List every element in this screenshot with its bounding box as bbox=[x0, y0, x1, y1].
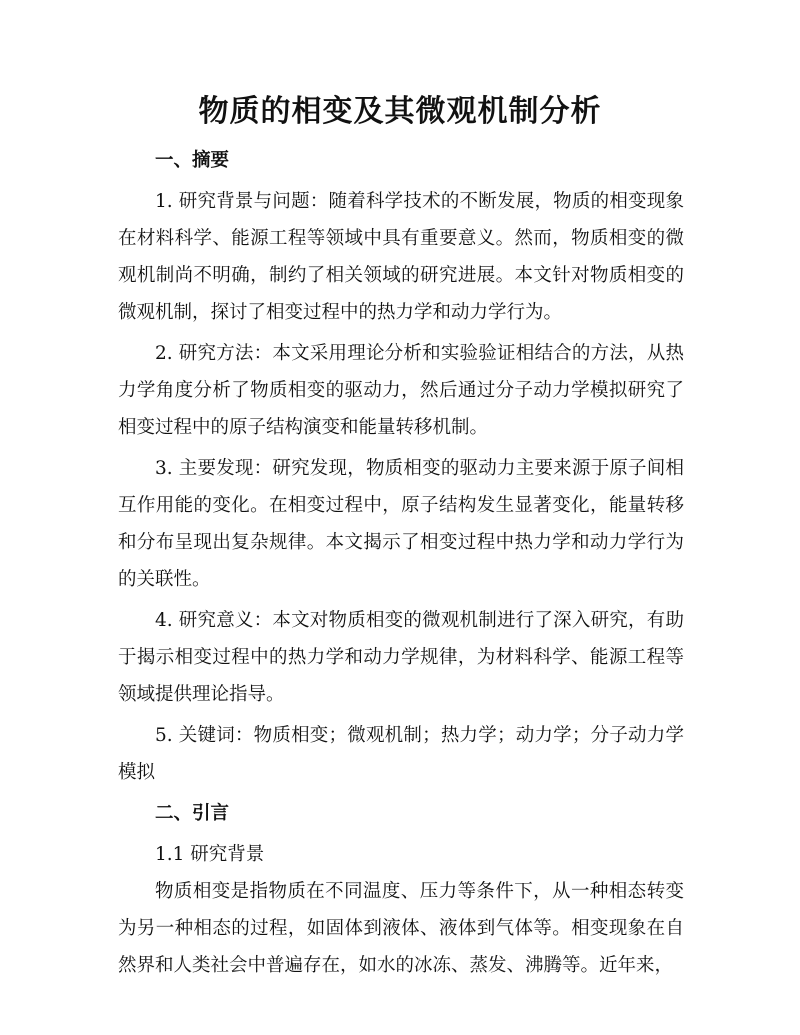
document-body bbox=[118, 142, 684, 988]
abstract-item-significance: 4. 研究意义：本文对物质相变的微观机制进行了深入研究，有助于揭示相变过程中的热力学和动力学规律，为材料科学、能源工程等领域提供理论指导。 bbox=[118, 610, 684, 705]
section-1-1-paragraph: 物质相变是指物质在不同温度、压力等条件下，从一种相态转变为另一种相态的过程，如固体到液体、液体到气体等。相变现象在自然界和人类社会中普遍存在，如水的冰冻、蒸发、沸腾等。近年来， bbox=[118, 881, 684, 976]
section-1-1-heading: 1.1 研究背景 bbox=[155, 844, 265, 865]
abstract-heading: 一、摘要 bbox=[155, 150, 230, 171]
abstract-item-findings: 3. 主要发现：研究发现，物质相变的驱动力主要来源于原子间相互作用能的变化。在相变过程中，原子结构发生显著变化，能量转移和分布呈现出复杂规律。本文揭示了相变过程中热力学和动力学行为的关联性。 bbox=[118, 458, 684, 590]
document-title: 物质的相变及其微观机制分析 bbox=[198, 94, 602, 129]
abstract-item-background: 1. 研究背景与问题：随着科学技术的不断发展，物质的相变现象在材料科学、能源工程等领域中具有重要意义。然而，物质相变的微观机制尚不明确，制约了相关领域的研究进展。本文针对物质相变的微观机制，探讨了相变过程中的热力学和动力学行为。 bbox=[118, 191, 684, 323]
abstract-item-method: 2. 研究方法：本文采用理论分析和实验验证相结合的方法，从热力学角度分析了物质相变的驱动力，然后通过分子动力学模拟研究了相变过程中的原子结构演变和能量转移机制。 bbox=[118, 343, 684, 438]
abstract-item-keywords: 5. 关键词：物质相变；微观机制；热力学；动力学；分子动力学模拟 bbox=[118, 725, 684, 783]
intro-heading: 二、引言 bbox=[155, 803, 230, 824]
